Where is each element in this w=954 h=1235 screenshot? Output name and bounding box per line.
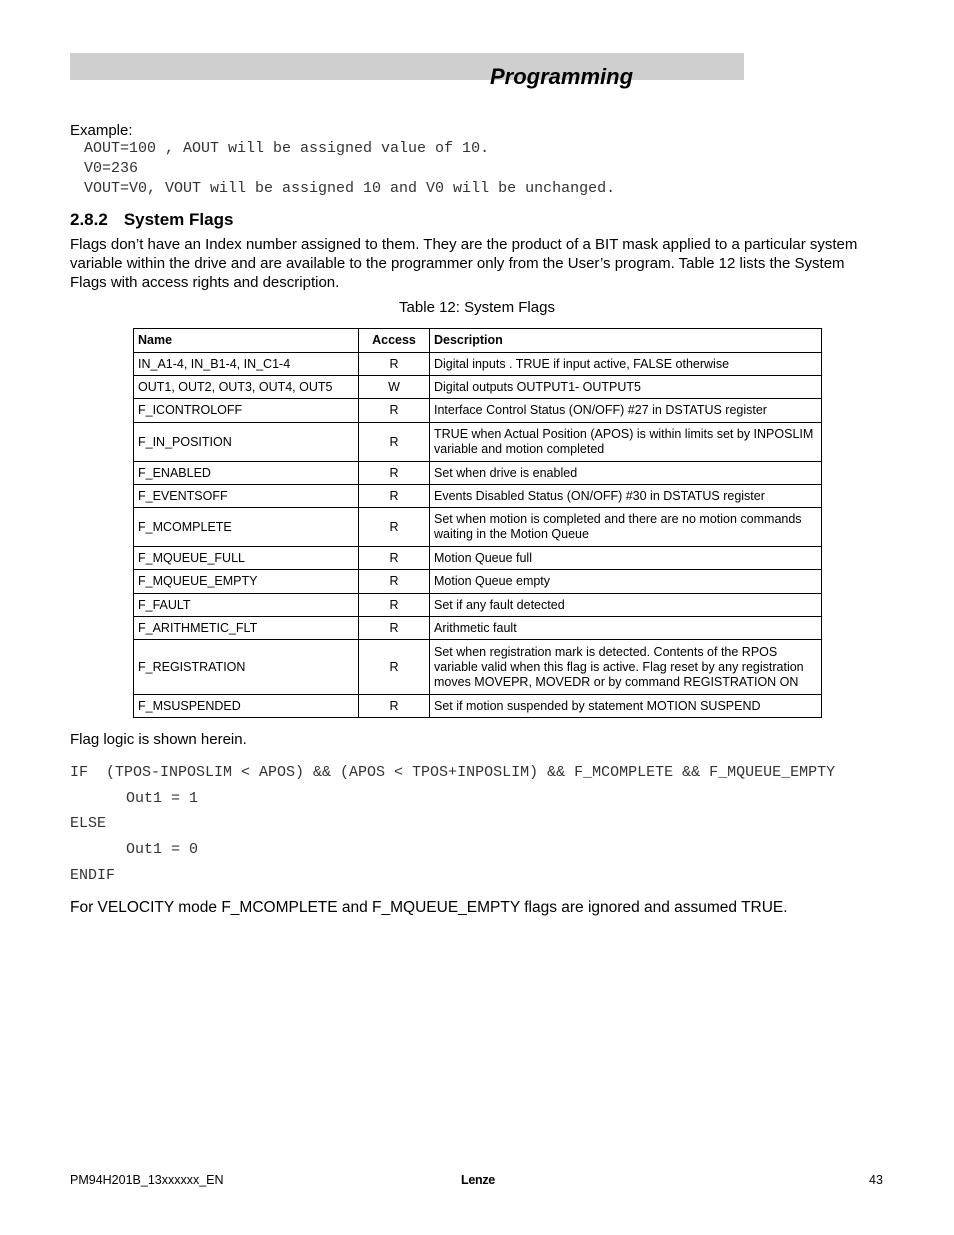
cell-access: R bbox=[359, 640, 430, 695]
section-heading bbox=[70, 210, 233, 230]
table-row bbox=[134, 695, 822, 718]
cell-description: Motion Queue empty bbox=[430, 570, 822, 594]
cell-access: R bbox=[359, 617, 430, 640]
cell-description: Arithmetic fault bbox=[430, 617, 822, 640]
table-row bbox=[134, 570, 822, 594]
table-header-row bbox=[134, 329, 822, 353]
cell-access: W bbox=[359, 376, 430, 399]
code-line-5: ENDIF bbox=[70, 867, 116, 884]
cell-description: Motion Queue full bbox=[430, 547, 822, 570]
cell-description: Set if motion suspended by statement MOTION SUSPEND bbox=[430, 695, 822, 718]
header-name: Name bbox=[134, 329, 359, 353]
cell-name: F_MSUSPENDED bbox=[134, 695, 359, 718]
cell-description: Set when drive is enabled bbox=[430, 462, 822, 485]
table-row bbox=[134, 376, 822, 399]
table-row bbox=[134, 462, 822, 485]
table-row bbox=[134, 617, 822, 640]
table-row bbox=[134, 399, 822, 423]
cell-name: IN_A1-4, IN_B1-4, IN_C1-4 bbox=[134, 353, 359, 376]
cell-name: F_ENABLED bbox=[134, 462, 359, 485]
page-title: Programming bbox=[490, 64, 634, 89]
cell-access: R bbox=[359, 570, 430, 594]
cell-access: R bbox=[359, 423, 430, 462]
cell-access: R bbox=[359, 462, 430, 485]
velocity-note: For VELOCITY mode F_MCOMPLETE and F_MQUEUE_EMPTY flags are ignored and assumed TRUE. bbox=[70, 899, 788, 916]
cell-access: R bbox=[359, 508, 430, 547]
cell-description: Digital inputs . TRUE if input active, FALSE otherwise bbox=[430, 353, 822, 376]
example-line-1: AOUT=100 , AOUT will be assigned value of 10. bbox=[84, 140, 490, 157]
table-row bbox=[134, 423, 822, 462]
cell-description: Set when registration mark is detected. Contents of the RPOS variable valid when this flag is active. Flag reset by any registration moves MOVEPR, MOVEDR or by command REGISTRATION ON bbox=[430, 640, 822, 695]
example-line-3: VOUT=V0, VOUT will be assigned 10 and V0 will be unchanged. bbox=[84, 180, 616, 197]
cell-description: Set when motion is completed and there are no motion commands waiting in the Motion Queue bbox=[430, 508, 822, 547]
code-line-4: Out1 = 0 bbox=[126, 841, 199, 858]
cell-access: R bbox=[359, 594, 430, 617]
table-row bbox=[134, 640, 822, 695]
table-caption: Table 12: System Flags bbox=[399, 299, 555, 316]
cell-description: Interface Control Status (ON/OFF) #27 in DSTATUS register bbox=[430, 399, 822, 423]
footer-brand-logo: Lenze bbox=[461, 1173, 495, 1187]
cell-name: F_ICONTROLOFF bbox=[134, 399, 359, 423]
footer-page-number: 43 bbox=[869, 1173, 883, 1187]
header-description: Description bbox=[430, 329, 822, 353]
cell-access: R bbox=[359, 547, 430, 570]
example-line-2: V0=236 bbox=[84, 160, 139, 177]
section-title: System Flags bbox=[123, 210, 234, 229]
cell-access: R bbox=[359, 485, 430, 508]
cell-name: F_MQUEUE_FULL bbox=[134, 547, 359, 570]
header-bar bbox=[70, 53, 744, 80]
cell-name: F_REGISTRATION bbox=[134, 640, 359, 695]
cell-name: OUT1, OUT2, OUT3, OUT4, OUT5 bbox=[134, 376, 359, 399]
cell-access: R bbox=[359, 353, 430, 376]
table-row bbox=[134, 594, 822, 617]
code-line-2: Out1 = 1 bbox=[126, 790, 199, 807]
header-access: Access bbox=[359, 329, 430, 353]
table-row bbox=[134, 508, 822, 547]
code-line-1: IF (TPOS-INPOSLIM < APOS) && (APOS < TPOS+INPOSLIM) && F_MCOMPLETE && F_MQUEUE_EMPTY bbox=[70, 764, 836, 781]
table-row bbox=[134, 485, 822, 508]
cell-name: F_MCOMPLETE bbox=[134, 508, 359, 547]
cell-name: F_EVENTSOFF bbox=[134, 485, 359, 508]
cell-access: R bbox=[359, 695, 430, 718]
cell-description: Digital outputs OUTPUT1- OUTPUT5 bbox=[430, 376, 822, 399]
code-line-3: ELSE bbox=[70, 815, 107, 832]
section-number: 2.8.2 bbox=[70, 210, 108, 229]
cell-access: R bbox=[359, 399, 430, 423]
cell-description: Set if any fault detected bbox=[430, 594, 822, 617]
cell-name: F_ARITHMETIC_FLT bbox=[134, 617, 359, 640]
system-flags-table bbox=[133, 328, 822, 718]
table-row bbox=[134, 353, 822, 376]
table-row bbox=[134, 547, 822, 570]
intro-paragraph: Flags don’t have an Index number assigned to them. They are the product of a BIT mask applied to a particular system variable within the drive and are available to the programmer only from the User’s program. Table 12 lists the System Flags with access rights and description. bbox=[70, 236, 858, 291]
cell-description: Events Disabled Status (ON/OFF) #30 in DSTATUS register bbox=[430, 485, 822, 508]
cell-name: F_FAULT bbox=[134, 594, 359, 617]
footer-doc-id: PM94H201B_13xxxxxx_EN bbox=[70, 1173, 224, 1187]
example-label: Example: bbox=[70, 122, 133, 139]
cell-name: F_MQUEUE_EMPTY bbox=[134, 570, 359, 594]
flag-logic-label: Flag logic is shown herein. bbox=[70, 731, 247, 748]
cell-name: F_IN_POSITION bbox=[134, 423, 359, 462]
cell-description: TRUE when Actual Position (APOS) is within limits set by INPOSLIM variable and motion completed bbox=[430, 423, 822, 462]
